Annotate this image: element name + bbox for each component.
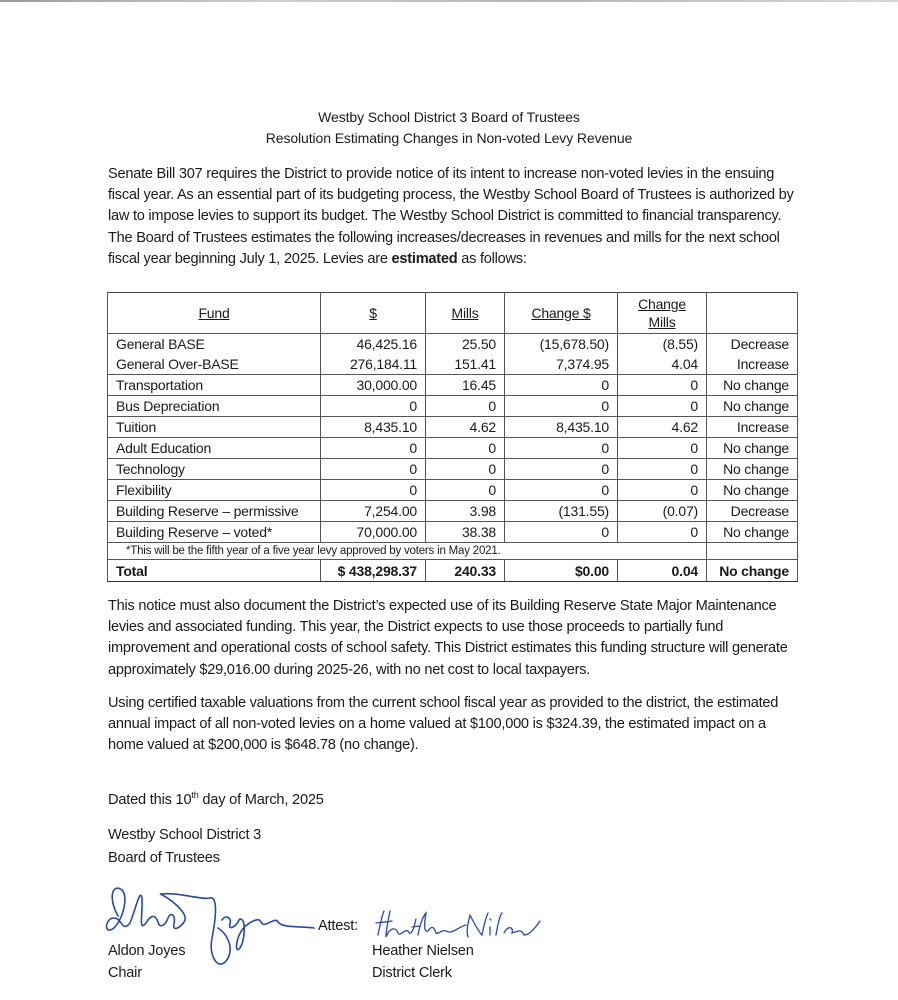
table-row	[108, 522, 798, 543]
fund-cell: Building Reserve – permissive	[108, 501, 321, 522]
chair-name: Aldon Joyes	[108, 943, 186, 959]
footnote-row	[108, 543, 798, 560]
levy-table	[107, 292, 798, 582]
change-dollars-cell: 0	[505, 522, 618, 543]
dollars-cell: 0	[321, 438, 426, 459]
intro-text-end: as follows:	[457, 250, 527, 267]
header-change-mills	[618, 293, 707, 334]
mills-cell: 0	[426, 438, 505, 459]
status-cell: No change	[707, 375, 798, 396]
attest-label: Attest:	[318, 918, 358, 934]
dollars-cell: 8,435.10	[321, 417, 426, 438]
status-cell: Increase	[707, 417, 798, 438]
status-cell: Decrease	[707, 334, 798, 355]
header-fund: Fund	[108, 293, 321, 334]
total-change-dollars: $0.00	[505, 560, 618, 582]
chair-title: Chair	[108, 965, 142, 981]
total-label: Total	[108, 560, 321, 582]
dollars-cell: 70,000.00	[321, 522, 426, 543]
fund-cell: Transportation	[108, 375, 321, 396]
change-mills-cell: 4.62	[618, 417, 707, 438]
mills-cell: 16.45	[426, 375, 505, 396]
mills-cell: 0	[426, 480, 505, 501]
mills-cell: 3.98	[426, 501, 505, 522]
intro-paragraph	[108, 164, 798, 270]
status-cell: No change	[707, 396, 798, 417]
change-dollars-cell: 7,374.95	[505, 354, 618, 375]
header-change-mills-line2: Mills	[648, 314, 676, 330]
status-cell: No change	[707, 522, 798, 543]
maintenance-paragraph: This notice must also document the District’s expected use of its Building Reserve State Major Maintenance levies and associated funding. This year, the District expects to use those proceeds to partially fund improvement and operational costs of school safety. This District estimates this funding structure will generate approximately $29,016.00 during 2025-26, with no net cost to local taxpayers.	[108, 598, 788, 678]
intro-text: Senate Bill 307 requires the District to provide notice of its intent to increase non-voted levies in the ensuing fiscal year. As an essential part of its budgeting process, the Westby School Board of Trustees is authorized by law to impose levies to support its budget. The Westby School District is committed to financial transparency. The Board of Trustees estimates the following increases/decreases in revenues and mills for the next school fiscal year beginning July 1, 2025. Levies are	[108, 166, 794, 267]
levy-table-body	[108, 334, 798, 543]
clerk-signature	[372, 905, 542, 945]
fund-cell: Flexibility	[108, 480, 321, 501]
table-row	[108, 417, 798, 438]
mills-cell: 25.50	[426, 334, 505, 355]
status-cell: Decrease	[707, 501, 798, 522]
table-row	[108, 396, 798, 417]
header-mills: Mills	[426, 293, 505, 334]
table-header-row	[108, 293, 798, 334]
change-dollars-cell: (131.55)	[505, 501, 618, 522]
table-row	[108, 501, 798, 522]
change-mills-cell: 0	[618, 459, 707, 480]
dollars-cell: 0	[321, 396, 426, 417]
mills-cell: 0	[426, 396, 505, 417]
change-dollars-cell: 0	[505, 459, 618, 480]
document-subtitle: Resolution Estimating Changes in Non-voted Levy Revenue	[265, 130, 633, 146]
fund-cell: Tuition	[108, 417, 321, 438]
clerk-name: Heather Nielsen	[372, 943, 474, 959]
dollars-cell: 46,425.16	[321, 334, 426, 355]
fund-cell: Bus Depreciation	[108, 396, 321, 417]
chair-signature	[100, 878, 320, 978]
header-dollars: $	[321, 293, 426, 334]
change-mills-cell: (8.55)	[618, 334, 707, 355]
header-change-mills-line1: Change	[638, 296, 686, 312]
change-mills-cell: 0	[618, 438, 707, 459]
change-mills-cell: (0.07)	[618, 501, 707, 522]
change-dollars-cell: (15,678.50)	[505, 334, 618, 355]
fund-cell: Adult Education	[108, 438, 321, 459]
date-rest: day of March, 2025	[198, 791, 324, 808]
date-line	[108, 790, 324, 808]
status-cell: No change	[707, 438, 798, 459]
change-mills-cell: 0	[618, 375, 707, 396]
document-title: Westby School District 3 Board of Trustees	[318, 109, 580, 125]
table-row	[108, 459, 798, 480]
clerk-title: District Clerk	[372, 965, 452, 981]
table-row	[108, 480, 798, 501]
dollars-cell: 276,184.11	[321, 354, 426, 375]
header-status	[707, 293, 798, 334]
status-cell: No change	[707, 459, 798, 480]
fund-cell: Building Reserve – voted*	[108, 522, 321, 543]
status-cell: Increase	[707, 354, 798, 375]
mills-cell: 38.38	[426, 522, 505, 543]
fund-cell: General BASE	[108, 334, 321, 355]
total-change-mills: 0.04	[618, 560, 707, 582]
total-mills: 240.33	[426, 560, 505, 582]
table-row	[108, 375, 798, 396]
fund-cell: Technology	[108, 459, 321, 480]
change-dollars-cell: 0	[505, 438, 618, 459]
dollars-cell: 0	[321, 480, 426, 501]
header-change-dollars: Change $	[505, 293, 618, 334]
change-mills-cell: 0	[618, 396, 707, 417]
mills-cell: 4.62	[426, 417, 505, 438]
total-row	[108, 560, 798, 582]
date-prefix: Dated this 10	[108, 791, 192, 808]
dollars-cell: 7,254.00	[321, 501, 426, 522]
mills-cell: 0	[426, 459, 505, 480]
footnote-text: *This will be the fifth year of a five year levy approved by voters in May 2021.	[108, 543, 707, 560]
dollars-cell: 0	[321, 459, 426, 480]
change-dollars-cell: 8,435.10	[505, 417, 618, 438]
total-dollars: $ 438,298.37	[321, 560, 426, 582]
change-dollars-cell: 0	[505, 480, 618, 501]
status-cell: No change	[707, 480, 798, 501]
table-row	[108, 354, 798, 375]
change-mills-cell: 0	[618, 522, 707, 543]
scan-edge	[0, 0, 898, 2]
table-row	[108, 438, 798, 459]
intro-bold-word: estimated	[391, 250, 458, 267]
footnote-empty-cell	[707, 543, 798, 560]
change-mills-cell: 0	[618, 480, 707, 501]
total-status: No change	[707, 560, 798, 582]
table-row	[108, 334, 798, 355]
change-dollars-cell: 0	[505, 396, 618, 417]
dollars-cell: 30,000.00	[321, 375, 426, 396]
org-board: Board of Trustees	[108, 850, 220, 866]
change-mills-cell: 4.04	[618, 354, 707, 375]
date-ordinal: th	[191, 790, 199, 800]
org-name: Westby School District 3	[108, 827, 262, 843]
impact-paragraph: Using certified taxable valuations from the current school fiscal year as provided to the district, the estimated annual impact of all non-voted levies on a home valued at $100,000 is $324.39, the estimated impact on a home valued at $200,000 is $648.78 (no change).	[108, 695, 779, 754]
mills-cell: 151.41	[426, 354, 505, 375]
fund-cell: General Over-BASE	[108, 354, 321, 375]
change-dollars-cell: 0	[505, 375, 618, 396]
